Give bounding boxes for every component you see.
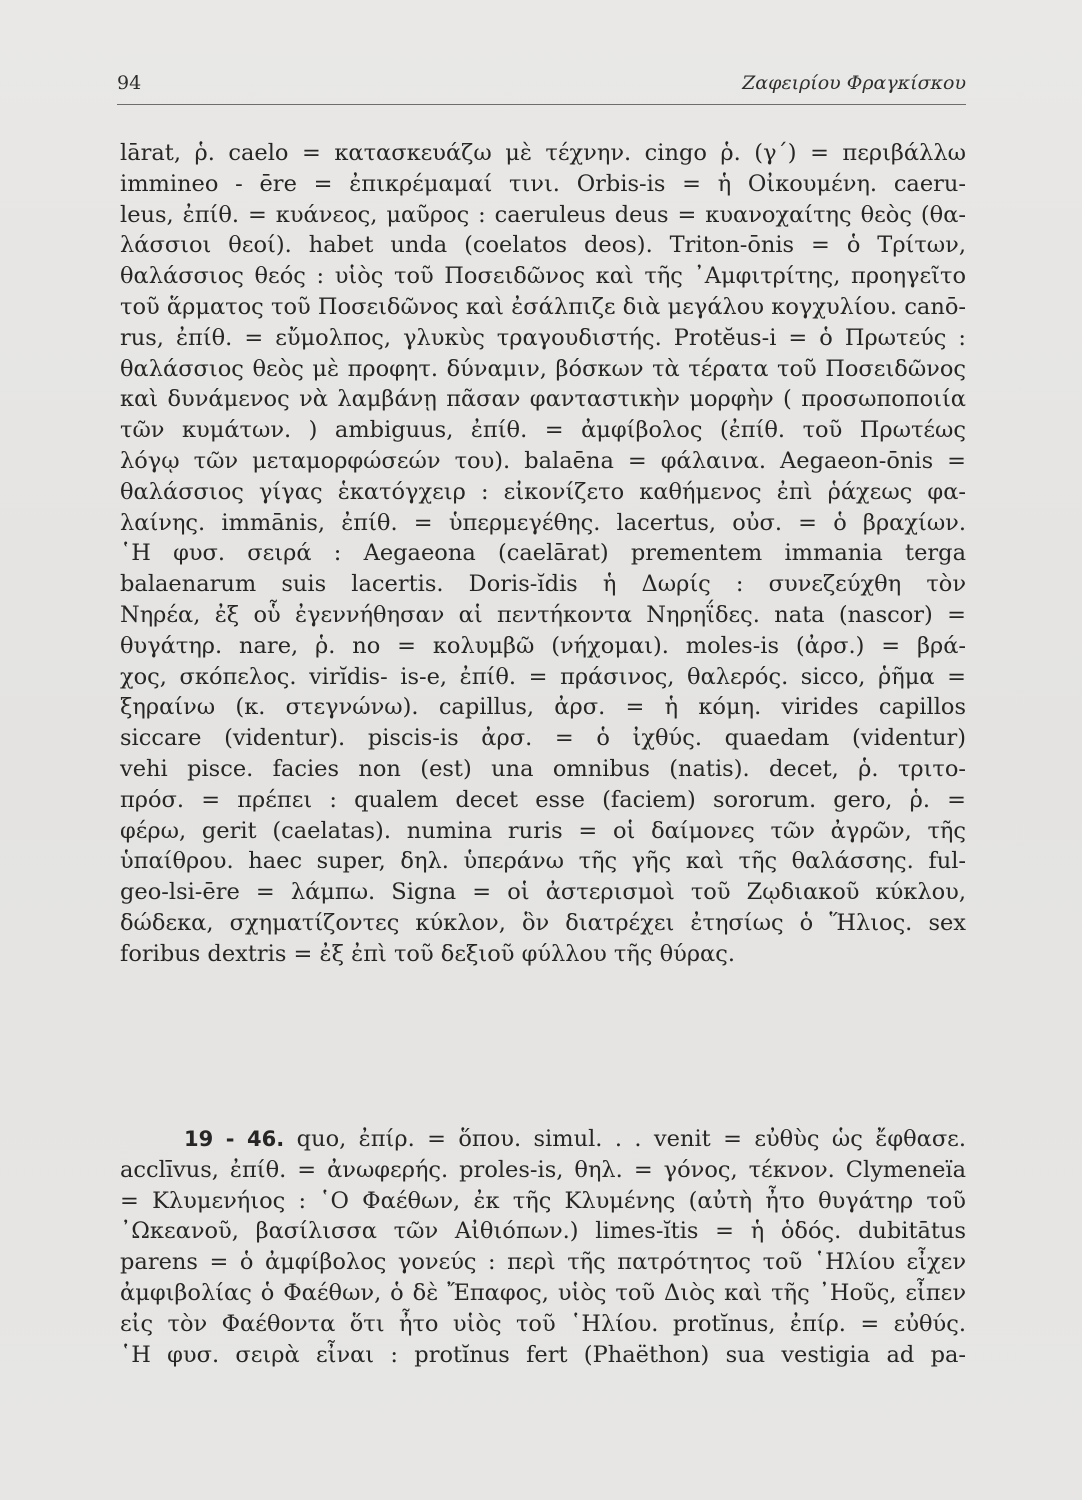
running-title: Ζαφειρίου Φραγκίσκου — [742, 72, 966, 94]
text-line: λαίνης. immānis, ἐπίθ. = ὑπερμεγέθης. lacertus, οὐσ. = ὁ βραχίων. — [120, 509, 966, 536]
text-line: καὶ δυνάμενος νὰ λαμβάνῃ πᾶσαν φανταστικὴν μορφὴν ( προσωποποιία — [120, 386, 966, 413]
text-line: τῶν κυμάτων. ) ambiguus, ἐπίθ. = ἀμφίβολος (ἐπίθ. τοῦ Πρωτέως — [120, 417, 966, 444]
text-line: siccare (videntur). piscis-is ἀρσ. = ὁ ἰχθύς. quaedam (videntur) — [120, 725, 966, 752]
text-line: εἰς τὸν Φαέθοντα ὅτι ἦτο υἱὸς τοῦ ῾Ηλίου. protĭnus, ἐπίρ. = εὐθύς. — [120, 1310, 966, 1337]
text-line: ξηραίνω (κ. στεγνώνω). capillus, ἀρσ. = ἡ κόμη. virides capillos — [120, 694, 966, 721]
text-line: foribus dextris = ἐξ ἐπὶ τοῦ δεξιοῦ φύλλου τῆς θύρας. — [120, 940, 736, 967]
text-line: πρόσ. = πρέπει : qualem decet esse (faciem) sororum. gero, ῥ. = — [120, 786, 966, 813]
text-line: θαλάσσιος γίγας ἑκατόγχειρ : εἰκονίζετο καθήμενος ἐπὶ ῥάχεως φα- — [120, 478, 966, 505]
text-line: θαλάσσιος θεὸς μὲ προφητ. δύναμιν, βόσκων τὰ τέρατα τοῦ Ποσειδῶνος — [120, 355, 966, 382]
text-line: ῾Η φυσ. σειρὰ εἶναι : protĭnus fert (Phaëthon) sua vestigia ad pa- — [120, 1341, 966, 1368]
section-first-line — [120, 1124, 966, 1155]
text-line: geo-lsi-ēre = λάμπω. Signa = οἱ ἀστερισμοὶ τοῦ Ζῳδιακοῦ κύκλου, — [120, 879, 966, 906]
text-line: θυγάτηρ. nare, ῥ. no = κολυμβῶ (νήχομαι). moles-is (ἀρσ.) = βρά- — [120, 632, 966, 659]
text-line: Νηρέα, ἐξ οὗ ἐγεννήθησαν αἱ πεντήκοντα Νηρηΐδες. nata (nascor) = — [120, 601, 966, 628]
text-fragment: quo, ἐπίρ. = ὅπου. simul. . . venit = εὐθὺς ὡς ἔφθασε. — [296, 1126, 966, 1152]
section-number: 19 - 46. — [184, 1127, 285, 1151]
text-line: λάσσιοι θεοί). habet unda (coelatos deos). Triton-ōnis = ὁ Τρίτων, — [120, 232, 966, 259]
text-line: immineo - ēre = ἐπικρέμαμαί τινι. Orbis-is = ἡ Οἰκουμένη. caeru- — [120, 170, 966, 197]
running-head — [117, 68, 966, 100]
text-line: φέρω, gerit (caelatas). numina ruris = οἱ δαίμονες τῶν ἀγρῶν, τῆς — [120, 817, 966, 844]
text-line: = Κλυμενήιος : ῾Ο Φαέθων, ἐκ τῆς Κλυμένης (αὐτὴ ἦτο θυγάτηρ τοῦ — [120, 1187, 966, 1214]
header-rule — [117, 104, 966, 105]
text-line: leus, ἐπίθ. = κυάνεος, μαῦρος : caeruleus deus = κυανοχαίτης θεὸς (θα- — [120, 201, 966, 228]
text-line: ἀμφιβολίας ὁ Φαέθων, ὁ δὲ Ἔπαφος, υἱὸς τοῦ Διὸς καὶ τῆς ᾿Ηοῦς, εἶπεν — [120, 1279, 966, 1306]
text-line: ὑπαίθρου. haec super, δηλ. ὑπεράνω τῆς γῆς καὶ τῆς θαλάσσης. ful- — [120, 848, 966, 875]
text-line: ᾿Ωκεανοῦ, βασίλισσα τῶν Αἰθιόπων.) limes-ĭtis = ἡ ὁδός. dubitātus — [120, 1218, 966, 1245]
text-line: χος, σκόπελος. virĭdis- is-e, ἐπίθ. = πράσινος, θαλερός. sicco, ῥῆμα = — [120, 663, 966, 690]
text-line: ῾Η φυσ. σειρά : Aegaeona (caelārat) prementem immania terga — [120, 540, 966, 567]
text-line: θαλάσσιος θεός : υἱὸς τοῦ Ποσειδῶνος καὶ τῆς ᾿Αμφιτρίτης, προηγεῖτο — [120, 263, 966, 290]
text-line: δώδεκα, σχηματίζοντες κύκλον, ὃν διατρέχει ἐτησίως ὁ Ἥλιος. sex — [120, 909, 966, 936]
paragraph-2 — [120, 1124, 966, 1370]
text-line: vehi pisce. facies non (est) una omnibus (natis). decet, ῥ. τριτο- — [120, 755, 966, 782]
text-line: τοῦ ἅρματος τοῦ Ποσειδῶνος καὶ ἐσάλπιζε διὰ μεγάλου κογχυλίου. canō- — [120, 293, 966, 320]
page-number: 94 — [117, 72, 142, 94]
text-line: acclīvus, ἐπίθ. = ἀνωφερής. proles-is, θηλ. = γόνος, τέκνον. Clymeneïa — [120, 1156, 966, 1183]
text-line: λόγῳ τῶν μεταμορφώσεών του). balaēna = φάλαινα. Aegaeon-ōnis = — [120, 447, 966, 474]
text-line: rus, ἐπίθ. = εὔμολπος, γλυκὺς τραγουδιστής. Protĕus-i = ὁ Πρωτεύς : — [120, 324, 966, 351]
text-line: balaenarum suis lacertis. Doris-ĭdis ἡ Δωρίς : συνεζεύχθη τὸν — [120, 571, 966, 598]
text-line: lārat, ῥ. caelo = κατασκευάζω μὲ τέχνην. cingo ῥ. (γ΄) = περιβάλλω — [120, 140, 966, 166]
paragraph-1 — [120, 138, 966, 970]
text-line: parens = ὁ ἀμφίβολος γονεύς : περὶ τῆς πατρότητος τοῦ ῾Ηλίου εἶχεν — [120, 1249, 966, 1276]
